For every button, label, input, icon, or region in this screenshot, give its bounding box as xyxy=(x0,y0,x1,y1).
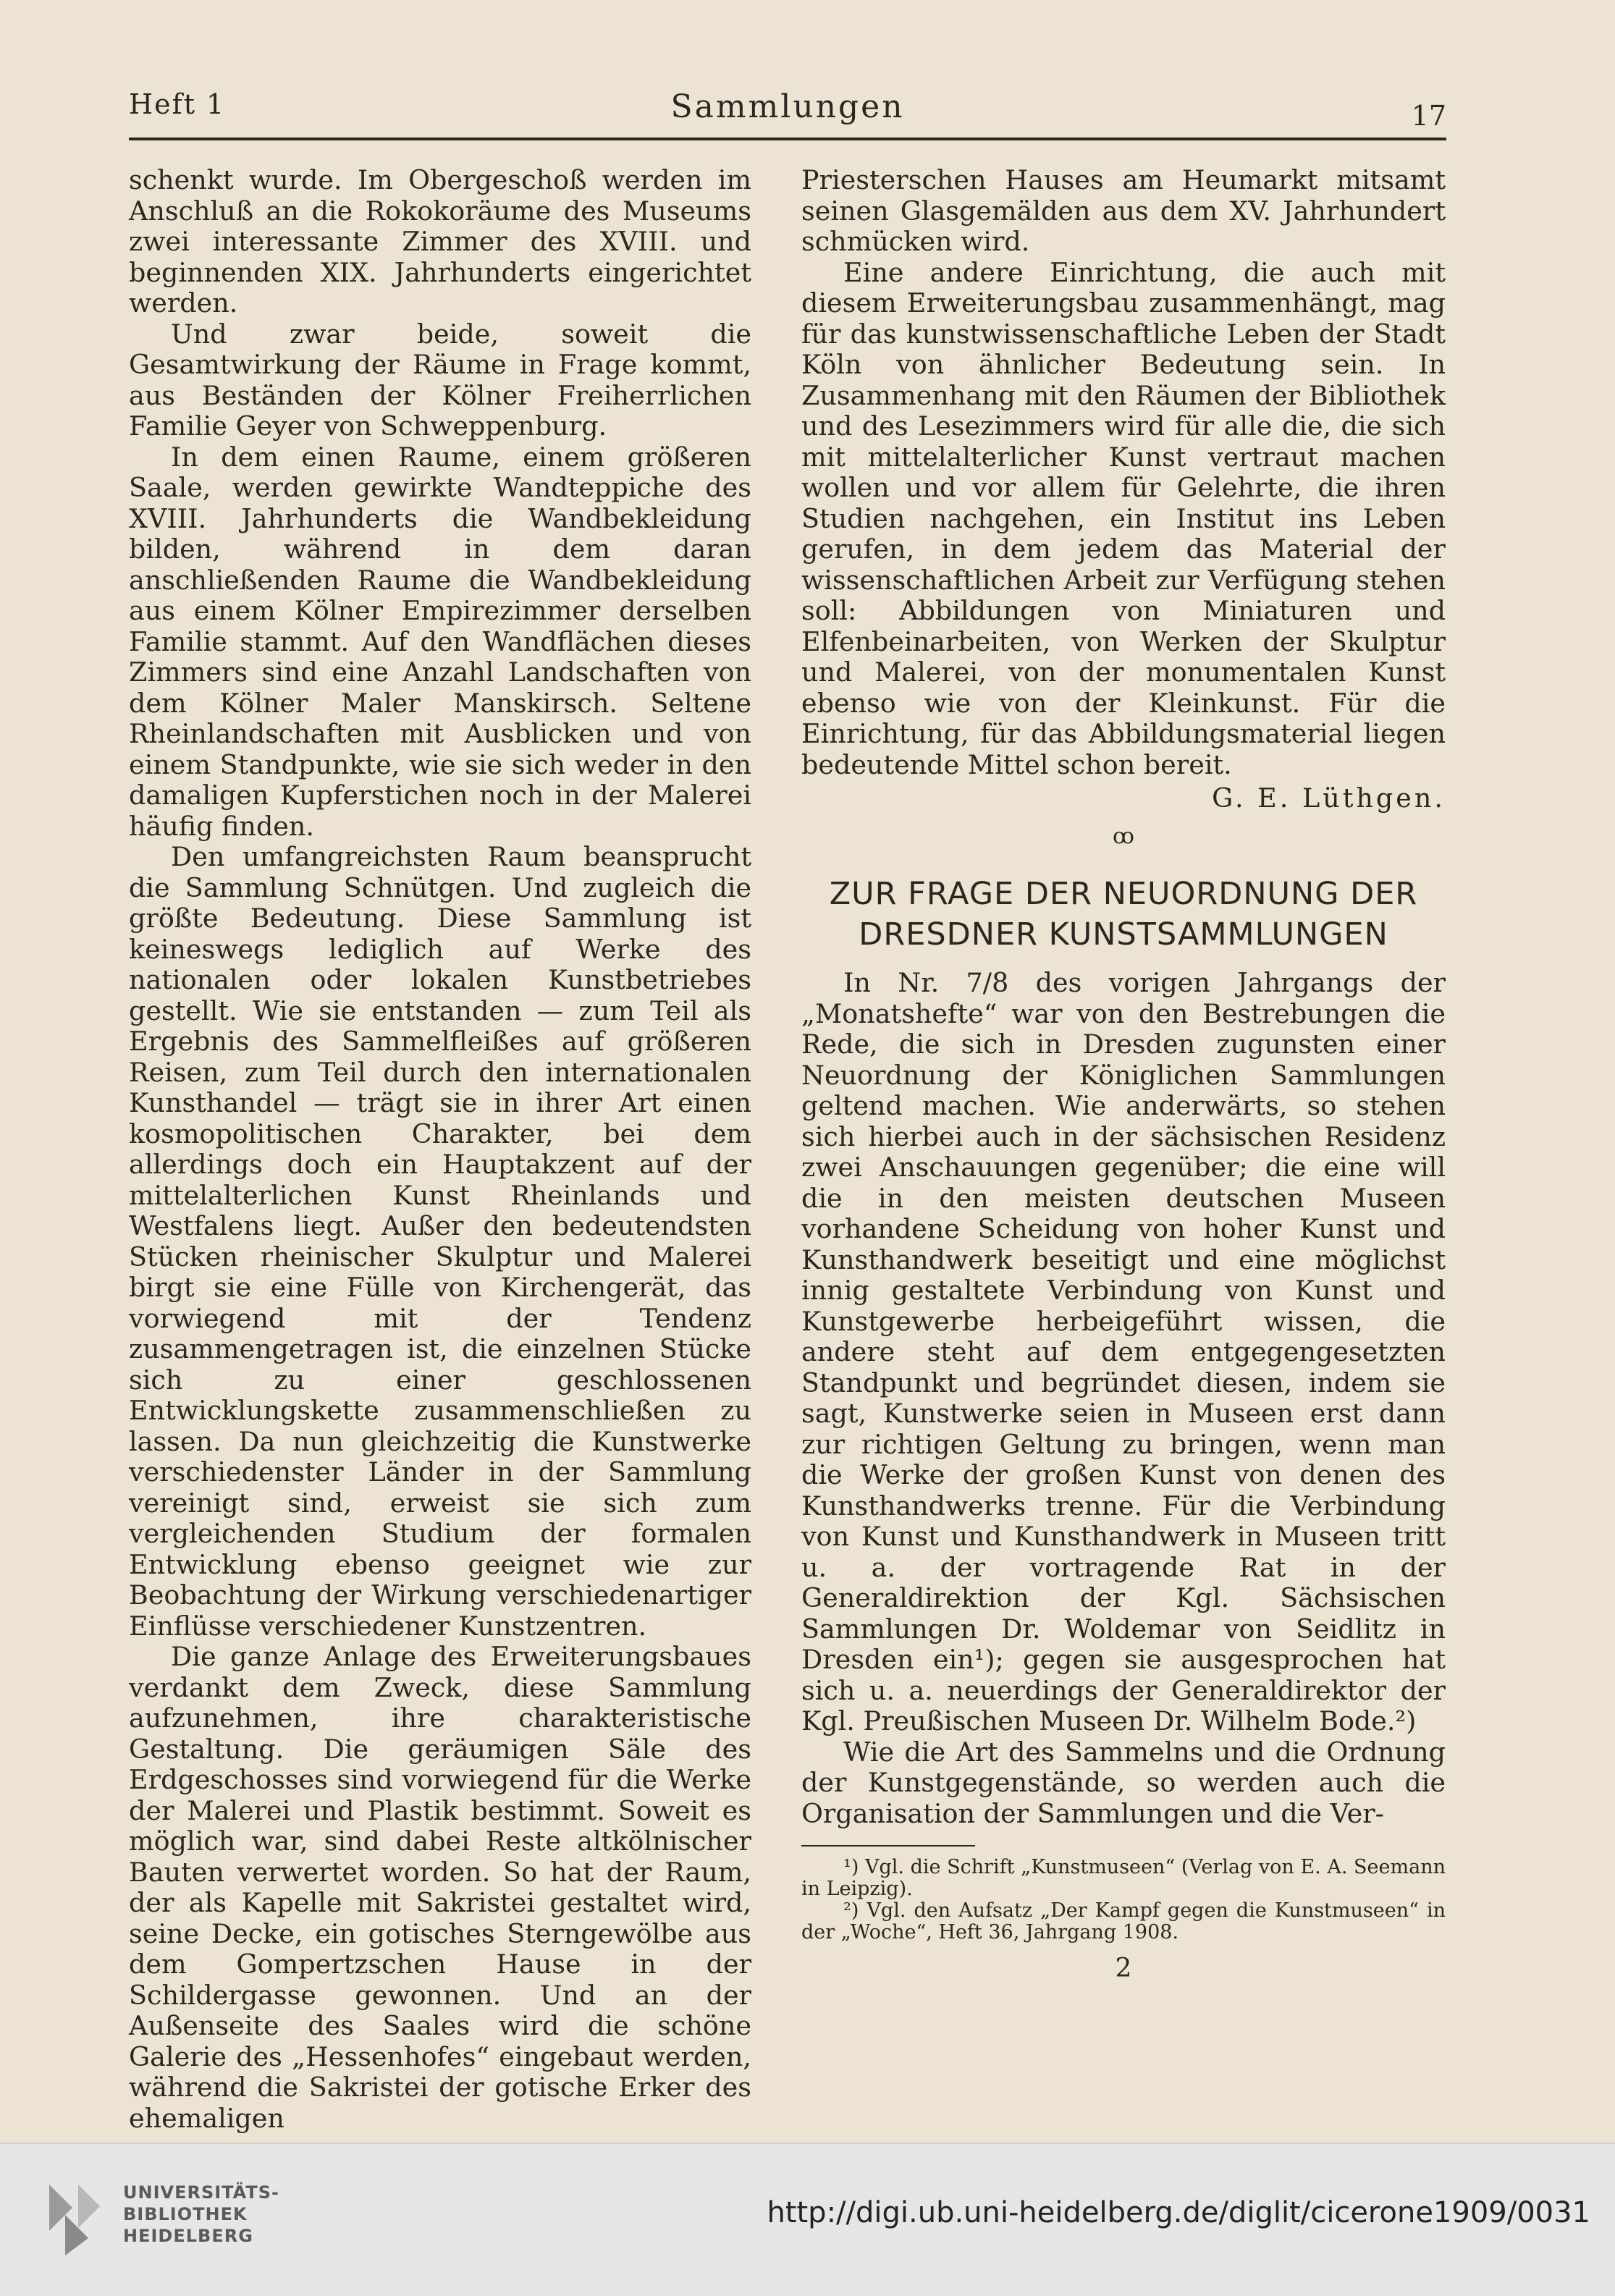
paragraph: Den umfangreichsten Raum beansprucht die Sammlung Schnütgen. Und zugleich die größte Bedeutung. Diese Sammlung ist keineswegs lediglich auf Werke des nationalen oder lokalen Kunstbetriebes gestellt. Wie sie entstanden — zum Teil als Ergebnis des Sammelfleißes auf größeren Reisen, zum Teil durch den internationalen Kunsthandel — trägt sie in ihrer Art einen kosmopolitischen Charakter, bei dem allerdings doch ein Hauptakzent auf der mittelalterlichen Kunst Rheinlands und Westfalens liegt. Außer den bedeutendsten Stücken rheinischer Skulptur und Malerei birgt sie eine Fülle von Kirchengerät, das vorwiegend mit der Tendenz zusammengetragen ist, die einzelnen Stücke sich zu einer geschlossenen Entwicklungskette zusammenschließen zu lassen. Da nun gleichzeitig die Kunstwerke verschiedenster Länder in der Sammlung vereinigt sind, erweist sie sich zum vergleichenden Studium der formalen Entwicklung ebenso geeignet wie zur Beobachtung der Wirkung verschiedenartiger Einflüsse verschiedener Kunstzentren. xyxy=(129,841,751,1642)
library-name-line: UNIVERSITÄTS- xyxy=(123,2182,280,2203)
library-name-line: BIBLIOTHEK xyxy=(123,2204,248,2224)
paragraph: Priesterschen Hauses am Heumarkt mitsamt seinen Glasgemälden aus dem XV. Jahrhundert schmücken wird. xyxy=(801,164,1446,257)
footnote: ²) Vgl. den Aufsatz „Der Kampf gegen die Kunstmuseen“ in der „Woche“, Heft 36, Jahrgang 1908. xyxy=(801,1899,1446,1943)
section-heading-line: DRESDNER KUNSTSAMMLUNGEN xyxy=(859,916,1388,953)
footnote: ¹) Vgl. die Schrift „Kunstmuseen“ (Verlag von E. A. Seemann in Leipzig). xyxy=(801,1856,1446,1900)
right-column xyxy=(801,165,1446,1985)
running-header xyxy=(129,85,1446,136)
paragraph: schenkt wurde. Im Obergeschoß werden im Anschluß an die Rokokoräume des Museums zwei interessante Zimmer des XVIII. und beginnenden XIX. Jahrhunderts eingerichtet werden. xyxy=(129,164,751,318)
library-logo-icon xyxy=(43,2177,101,2257)
page-number: 17 xyxy=(1411,100,1446,132)
section-heading-line: ZUR FRAGE DER NEUORDNUNG DER xyxy=(829,876,1418,912)
header-rule xyxy=(129,138,1446,140)
running-title: Sammlungen xyxy=(670,88,905,125)
permalink-url[interactable]: http://digi.ub.uni-heidelberg.de/diglit/cicerone1909/0031 xyxy=(767,2196,1590,2229)
paragraph: Die ganze Anlage des Erweiterungsbaues verdankt dem Zweck, diese Sammlung aufzunehmen, ihre charakteristische Gestaltung. Die geräumigen Säle des Erdgeschosses sind vorwiegend für die Werke der Malerei und Plastik bestimmt. Soweit es möglich war, sind dabei Reste altkölnischer Bauten verwertet worden. So hat der Raum, der als Kapelle mit Sakristei gestaltet wird, seine Decke, ein gotisches Sterngewölbe aus dem Gompertzschen Hause in der Schildergasse gewonnen. Und an der Außenseite des Saales wird die schöne Galerie des „Hessenhofes“ eingebaut werden, während die Sakristei der gotische Erker des ehemaligen xyxy=(129,1641,751,2134)
left-column xyxy=(129,165,751,2134)
paragraph: Und zwar beide, soweit die Gesamtwirkung der Räume in Frage kommt, aus Beständen der Kölner Freiherrlichen Familie Geyer von Schweppenburg. xyxy=(129,318,751,442)
library-name xyxy=(123,2182,279,2247)
ornament-icon: ꝏ xyxy=(1113,823,1134,849)
section-heading xyxy=(801,874,1446,955)
issue-label: Heft 1 xyxy=(129,88,226,120)
paragraph: In Nr. 7/8 des vorigen Jahrgangs der „Monatshefte“ war von den Bestrebungen die Rede, die sich in Dresden zugunsten einer Neuordnung der Königlichen Sammlungen geltend machen. Wie anderwärts, so stehen sich hierbei auch in der sächsischen Residenz zwei Anschauungen gegenüber; die eine will die in den meisten deutschen Museen vorhandene Scheidung von hoher Kunst und Kunsthandwerk beseitigt und eine möglichst innig gestaltete Verbindung von Kunst und Kunstgewerbe herbeigeführt wissen, die andere steht auf dem entgegengesetzten Standpunkt und begründet diesen, indem sie sagt, Kunstwerke seien in Museen erst dann zur richtigen Geltung zu bringen, wenn man die Werke der großen Kunst von denen des Kunsthandwerks trenne. Für die Verbindung von Kunst und Kunsthandwerk in Museen tritt u. a. der vortragende Rat in der Generaldirektion der Kgl. Sächsischen Sammlungen Dr. Woldemar von Seidlitz in Dresden ein¹); gegen sie ausgesprochen hat sich u. a. neuerdings der Generaldirektor der Kgl. Preußischen Museen Dr. Wilhelm Bode.²) xyxy=(801,967,1446,1736)
library-name-line: HEIDELBERG xyxy=(123,2226,253,2246)
footnote-rule xyxy=(801,1845,975,1846)
author-signature: G. E. Lüthgen. xyxy=(1212,782,1446,814)
sheet-signature-mark: 2 xyxy=(1115,1954,1132,1983)
paragraph: In dem einen Raume, einem größeren Saale, werden gewirkte Wandteppiche des XVIII. Jahrhunderts die Wandbekleidung bilden, während in dem daran anschließenden Raume die Wandbekleidung aus einem Kölner Empirezimmer derselben Familie stammt. Auf den Wandflächen dieses Zimmers sind eine Anzahl Landschaften von dem Kölner Maler Manskirsch. Seltene Rheinlandschaften mit Ausblicken und von einem Standpunkte, wie sie sich weder in den damaligen Kupferstichen noch in der Malerei häufig finden. xyxy=(129,441,751,842)
digitization-footer xyxy=(0,2143,1615,2296)
paragraph: Eine andere Einrichtung, die auch mit diesem Erweiterungsbau zusammenhängt, mag für das kunstwissenschaftliche Leben der Stadt Köln von ähnlicher Bedeutung sein. In Zusammenhang mit den Räumen der Bibliothek und des Lesezimmers wird für alle die, die sich mit mittelalterlicher Kunst vertraut machen wollen und vor allem für Gelehrte, die ihren Studien nachgehen, ein Institut ins Leben gerufen, in dem jedem das Material der wissenschaftlichen Arbeit zur Verfügung stehen soll: Abbildungen von Miniaturen und Elfenbeinarbeiten, von Werken der Skulptur und Malerei, von der monumentalen Kunst ebenso wie von der Kleinkunst. Für die Einrichtung, für das Abbildungsmaterial liegen bedeutende Mittel schon bereit. xyxy=(801,256,1446,780)
paragraph: Wie die Art des Sammelns und die Ordnung der Kunstgegenstände, so werden auch die Organisation der Sammlungen und die Ver- xyxy=(801,1736,1446,1829)
